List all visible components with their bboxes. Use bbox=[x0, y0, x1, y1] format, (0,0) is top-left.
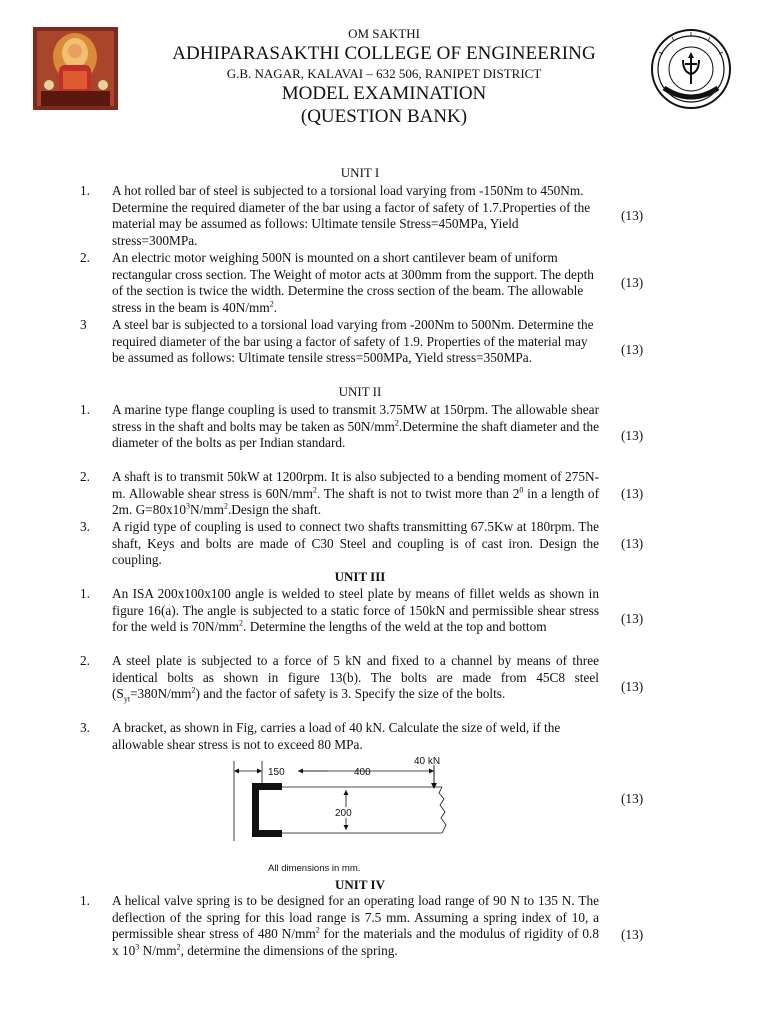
dim-400-label: 400 bbox=[354, 767, 371, 778]
question-marks: (13) bbox=[621, 536, 644, 551]
college-seal-logo bbox=[650, 28, 732, 110]
college-address: G.B. NAGAR, KALAVAI – 632 506, RANIPET DISTRICT bbox=[226, 66, 542, 81]
question-number: 3. bbox=[80, 720, 90, 735]
question-marks: (13) bbox=[621, 611, 644, 626]
question-number: 2. bbox=[80, 653, 90, 668]
question-number: 1. bbox=[80, 893, 90, 908]
question-text: A steel bar is subjected to a torsional load varying from -200Nm to 500Nm. Determine the required diameter of the bar using a factor of safety of 1.9. Properties of the material may be assumed as follows: Ultimate tensile stress=500MPa, Yield stress=350MPa. bbox=[112, 317, 594, 366]
question-text: A rigid type of coupling is used to connect two shafts transmitting 67.5Kw at 180rpm. The shaft, Keys and bolts are made of C30 Steel and coupling is of cast iron. Design the coupling. bbox=[112, 519, 599, 568]
question-number: 1. bbox=[80, 402, 90, 417]
question-marks: (13) bbox=[621, 791, 644, 806]
exam-title: MODEL EXAMINATION bbox=[281, 83, 487, 104]
question-marks: (13) bbox=[621, 428, 644, 443]
question-number: 3. bbox=[80, 519, 90, 534]
load-label: 40 kN bbox=[414, 757, 441, 767]
question-number: 1. bbox=[80, 183, 90, 198]
question-marks: (13) bbox=[621, 486, 644, 501]
question-marks: (13) bbox=[621, 342, 644, 357]
question-number: 2. bbox=[80, 250, 90, 265]
unit-3-title: UNIT III bbox=[334, 569, 386, 584]
unit-2-title: UNIT II bbox=[338, 384, 382, 399]
question-text: A hot rolled bar of steel is subjected to a torsional load varying from -150Nm to 450Nm. Determine the required diameter of the bar using a factor of safety of 1.7.Properties of the material may be assumed as follows: Ultimate tensile Stress=450MPa, Yield stress=300MPa. bbox=[112, 183, 591, 249]
question-marks: (13) bbox=[621, 208, 644, 223]
dim-150-label: 150 bbox=[268, 767, 285, 778]
question-text: A shaft is to transmit 50kW at 1200rpm. It is also subjected to a bending moment of 275N-m. Allowable shear stress is $60N/mm^2$. The shaft is not to twist more than $2^0$ in a length of 2m. $G=80x10^3N/mm^2.Design$ the shaft. bbox=[112, 469, 600, 518]
exam-subtitle: (QUESTION BANK) bbox=[300, 106, 468, 127]
college-name: ADHIPARASAKTHI COLLEGE OF ENGINEERING bbox=[172, 43, 596, 64]
question-number: 3 bbox=[80, 317, 87, 332]
question-marks: (13) bbox=[621, 275, 644, 290]
question-text: A bracket, as shown in Fig, carries a load of 40 kN. Calculate the size of weld, if the allowable shear stress is not to exceed 80 MPa. bbox=[112, 720, 561, 752]
unit-4-title: UNIT IV bbox=[335, 877, 385, 892]
figure-caption: All dimensions in mm. bbox=[268, 863, 361, 874]
bracket-weld-figure bbox=[212, 757, 462, 857]
header-om-sakthi: OM SAKTHI bbox=[348, 26, 420, 41]
question-number: 1. bbox=[80, 586, 90, 601]
question-marks: (13) bbox=[621, 679, 644, 694]
unit-1-title: UNIT I bbox=[340, 165, 380, 180]
dim-200-label: 200 bbox=[335, 808, 352, 819]
question-text: An ISA 200x100x100 angle is welded to steel plate by means of fillet welds as shown in figure 16(a). The angle is subjected to a static force of 150kN and permissible shear stress for the weld is $70N/mm^2$. Determine the lengths of the weld at the top and bottom bbox=[112, 586, 599, 635]
question-text: A marine type flange coupling is used to transmit 3.75MW at 150rpm. The allowable shear stress in the shaft and bolts may be taken as $50N/mm^2.Determine$ the shaft diameter and the diameter of the bolts as per Indian standard. bbox=[112, 402, 599, 451]
question-number: 2. bbox=[80, 469, 90, 484]
question-text: A steel plate is subjected to a force of 5 kN and fixed to a channel by means of three identical bolts as shown in figure 13(b). The bolts are made from 45C8 steel $(S_{yt}=380N/mm^2)$ and the factor of safety is 3. Specify the size of the bolts. bbox=[112, 653, 599, 705]
question-marks: (13) bbox=[621, 927, 644, 942]
question-text: A helical valve spring is to be designed for an operating load range of 90 N to 135 N. The deflection of the spring for this load range is 7.5 mm. Assuming a spring index of 10, a permissible shear stress of 480 $N/mm^2$ for the materials and the modulus of rigidity of 0.8 x $10^3$ $N/mm^2$, determine the dimensions of the spring. bbox=[112, 893, 599, 959]
question-text: An electric motor weighing 500N is mounted on a short cantilever beam of uniform rectangular cross section. The Weight of motor acts at 300mm from the support. The depth of the section is twice the width. Determine the cross section of the beam. The allowable stress in the beam is $40N/mm^2$. bbox=[112, 250, 594, 316]
